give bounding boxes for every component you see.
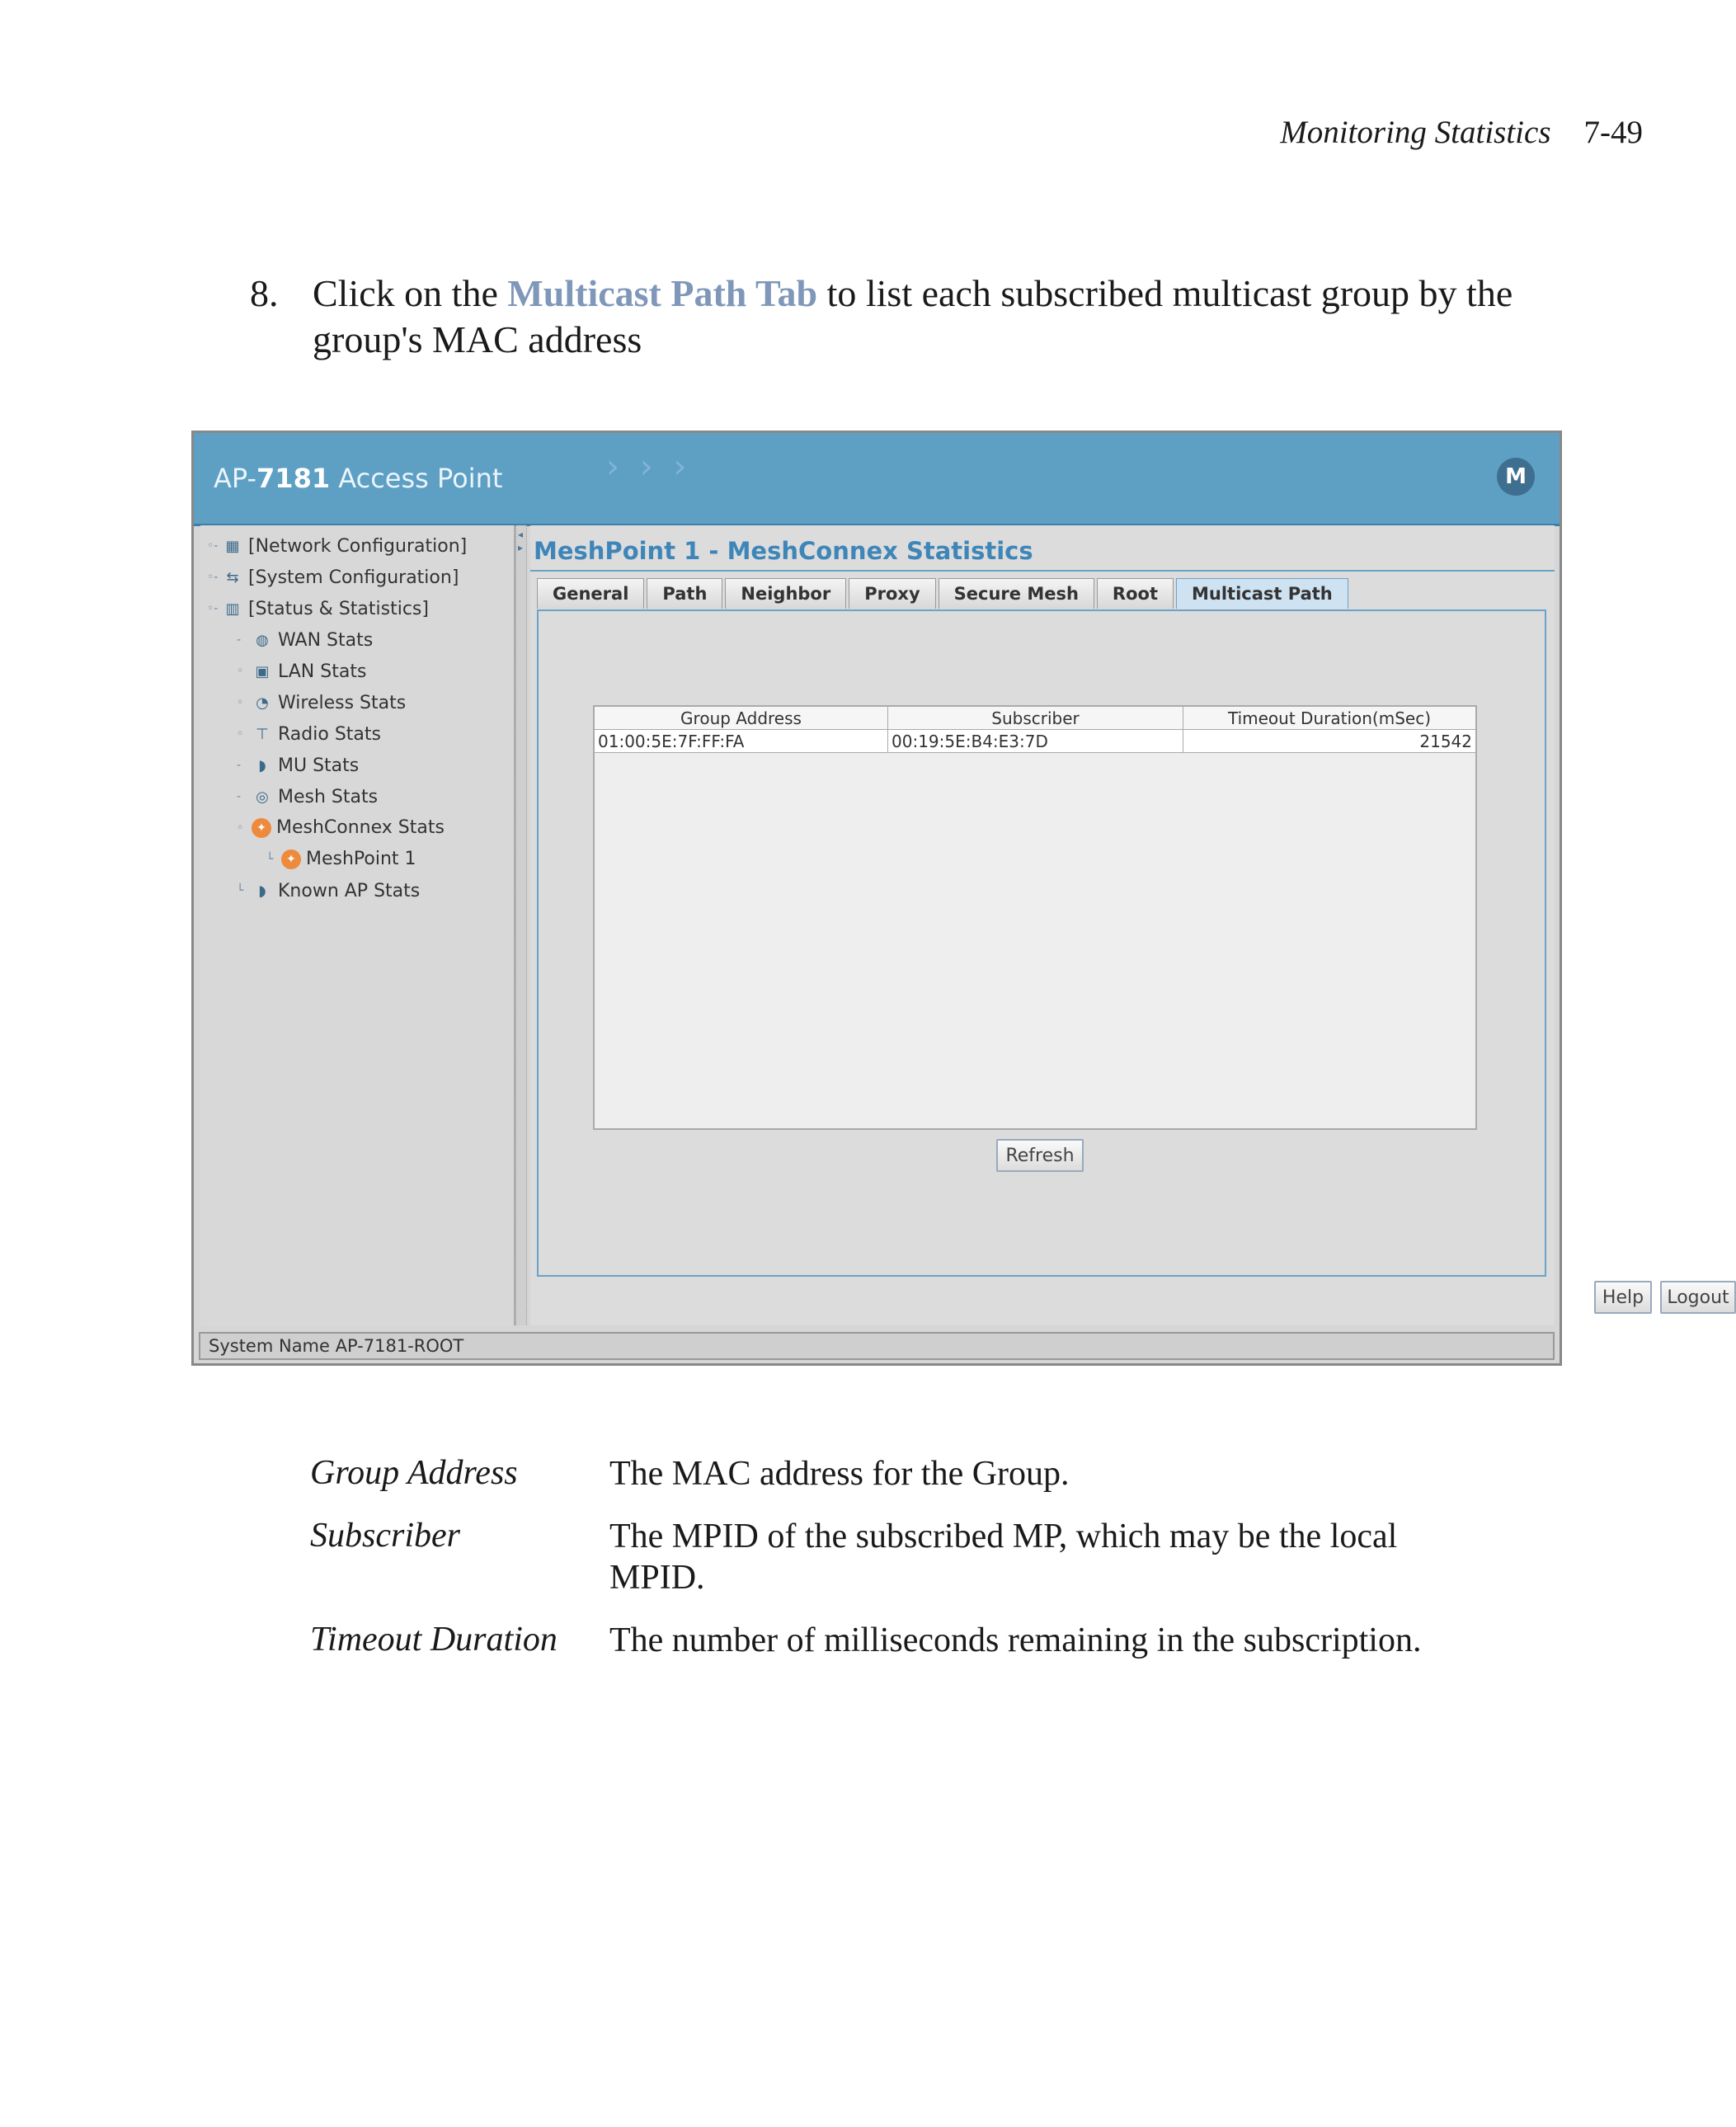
meshpoint-icon: ✦ [281,849,301,869]
step-instruction [250,271,1553,363]
table-header [595,707,1475,730]
tab-multicast-path[interactable]: Multicast Path [1176,578,1348,609]
app-brand: AP-7181 Access Point [214,463,503,494]
tree-item-radio-stats[interactable]: ◦ ⊤ Radio Stats [237,723,381,745]
wan-icon: ◍ [256,631,269,649]
mu-icon: ◗ [258,756,266,774]
step-suffix: to list each subscribed multicast group by the group's MAC address [313,272,1513,360]
collapse-left-icon[interactable]: ◂ [518,529,524,540]
expand-toggle-icon: ◦- [207,539,219,553]
step-text [313,271,1553,363]
cell-subscriber: 00:19:5E:B4:E3:7D [888,730,1183,753]
page-number: 7-49 [1583,115,1643,150]
expand-toggle-icon: ◦- [207,602,219,615]
tree-item-mu-stats[interactable]: - ◗ MU Stats [237,755,360,776]
col-subscriber[interactable]: Subscriber [888,707,1183,730]
tab-content [537,609,1546,1277]
radio-icon: ⊤ [256,725,269,743]
collapse-right-icon[interactable]: ▸ [518,542,524,553]
logout-button[interactable]: Logout [1660,1281,1736,1314]
definition-desc: The number of milliseconds remaining in the subscription. [609,1621,1422,1659]
tab-secure-mesh[interactable]: Secure Mesh [939,578,1094,609]
motorola-logo: M [1497,458,1535,496]
help-button[interactable]: Help [1594,1281,1652,1314]
multicast-table [593,705,1477,1130]
tab-strip [537,578,1351,609]
definition-term: Group Address [310,1454,518,1492]
status-bar: System Name AP-7181-ROOT [199,1332,1555,1360]
ap-screenshot [191,431,1729,1366]
col-group-address[interactable]: Group Address [595,707,888,730]
mesh-icon: ◎ [256,788,269,806]
tree-item-lan-stats[interactable]: ◦ ▣ LAN Stats [237,661,367,682]
tree-item-known-ap-stats[interactable]: └ ◗ Known AP Stats [237,880,421,901]
tab-neighbor[interactable]: Neighbor [725,578,846,609]
cell-group-address: 01:00:5E:7F:FF:FA [595,730,888,753]
stats-icon: ▥ [225,600,240,618]
section-title: Monitoring Statistics [1280,115,1551,150]
meshconnex-icon: ✦ [252,818,271,838]
tree-item-meshconnex-stats[interactable]: ◦ ✦ MeshConnex Stats [237,817,445,838]
title-divider [530,570,1555,572]
definition-desc: The MPID of the subscribed MP, which may be the local MPID. [609,1518,1398,1597]
network-icon: ▦ [225,537,240,555]
expand-toggle-icon: ◦- [207,571,219,584]
definition-desc: The MAC address for the Group. [609,1455,1070,1493]
tree-item-status-stats[interactable]: ◦- ▥ [Status & Statistics] [207,598,429,619]
definition-term: Timeout Duration [310,1621,557,1659]
step-highlight: Multicast Path Tab [507,272,818,314]
content-panel [530,525,1729,1325]
table-row[interactable] [595,730,1475,753]
tab-general[interactable]: General [537,578,644,609]
step-prefix: Click on the [313,272,508,314]
definition-term: Subscriber [310,1517,460,1555]
app-titlebar [194,433,1560,526]
tree-item-network-config[interactable]: ◦- ▦ [Network Configuration] [207,535,468,557]
cell-timeout: 21542 [1183,730,1475,753]
tab-root[interactable]: Root [1097,578,1174,609]
tab-proxy[interactable]: Proxy [849,578,935,609]
decorative-arrows: › › › [606,448,692,486]
refresh-button[interactable]: Refresh [996,1139,1084,1172]
system-icon: ⇆ [226,568,239,586]
pane-splitter[interactable] [515,525,527,1325]
panel-title: MeshPoint 1 - MeshConnex Statistics [534,537,1033,565]
tree-item-wan-stats[interactable]: - ◍ WAN Stats [237,629,374,651]
tab-path[interactable]: Path [647,578,722,609]
known-ap-icon: ◗ [258,882,266,900]
page-header [1280,114,1643,151]
tree-item-meshpoint-1[interactable]: └ ✦ MeshPoint 1 [266,849,416,869]
col-timeout[interactable]: Timeout Duration(mSec) [1183,707,1475,730]
tree-item-system-config[interactable]: ◦- ⇆ [System Configuration] [207,567,459,588]
tree-item-mesh-stats[interactable]: - ◎ Mesh Stats [237,786,379,807]
lan-icon: ▣ [255,662,270,680]
nav-tree [200,525,515,1325]
wireless-icon: ◔ [256,694,269,712]
step-number: 8. [250,272,279,314]
tree-item-wireless-stats[interactable]: ◦ ◔ Wireless Stats [237,692,407,713]
